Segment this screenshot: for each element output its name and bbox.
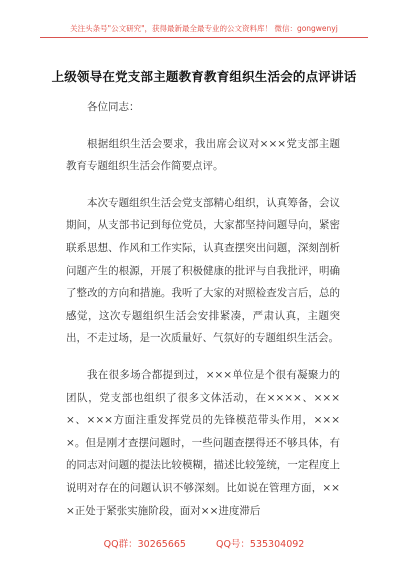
document-title: 上级领导在党支部主题教育教育组织生活会的点评讲话 [51, 69, 357, 84]
footer-qq-group: QQ群：30265665 [103, 539, 186, 550]
body-paragraph-2: 本次专题组织生活会党支部精心组织，认真筹备，会议期间，从支部书记到每位党员，大家都坚持问题导向，紧密联系思想、作风和工作实际，认真查摆突出问题，深刻剖析问题产生的根源，开展了积极健康的批评与自我批评，明确了整改的方向和措施。我听了大家的对照检查发言后，总的感觉，这次专题组织生活会安排紧凑，严肃认真，主题突出，不走过场，是一次质量好、气氛好的专题组织生活会。 [66, 196, 340, 345]
footer-qq-number: QQ号：535304092 [215, 539, 305, 550]
document-body [66, 96, 340, 536]
header-divider [40, 37, 368, 38]
body-paragraph-3: 我在很多场合都提到过，×××单位是个很有凝聚力的团队，党支部也组织了很多文体活动，在××××、××××、×××方面注重发挥党员的先锋模范带头作用，××××。但是刚才查摆问题时，一些问题查摆得还不够具体，有的同志对问题的提法比较模糊，描述比较笼统，一定程度上说明对存在的问题认识不够深刻。比如说在管理方面，×××正处于紧张实施阶段，面对××进度滞后 [66, 368, 340, 517]
greeting: 各位同志： [87, 101, 140, 113]
footer-contact [0, 536, 408, 550]
header-promo-note: 关注头条号"公文研究"，获得最新最全最专业的公文资料库！ 微信：gongwenyj [70, 24, 338, 33]
body-paragraph-1: 根据组织生活会要求，我出席会议对×××党支部主题教育专题组织生活会作简要点评。 [66, 137, 340, 173]
